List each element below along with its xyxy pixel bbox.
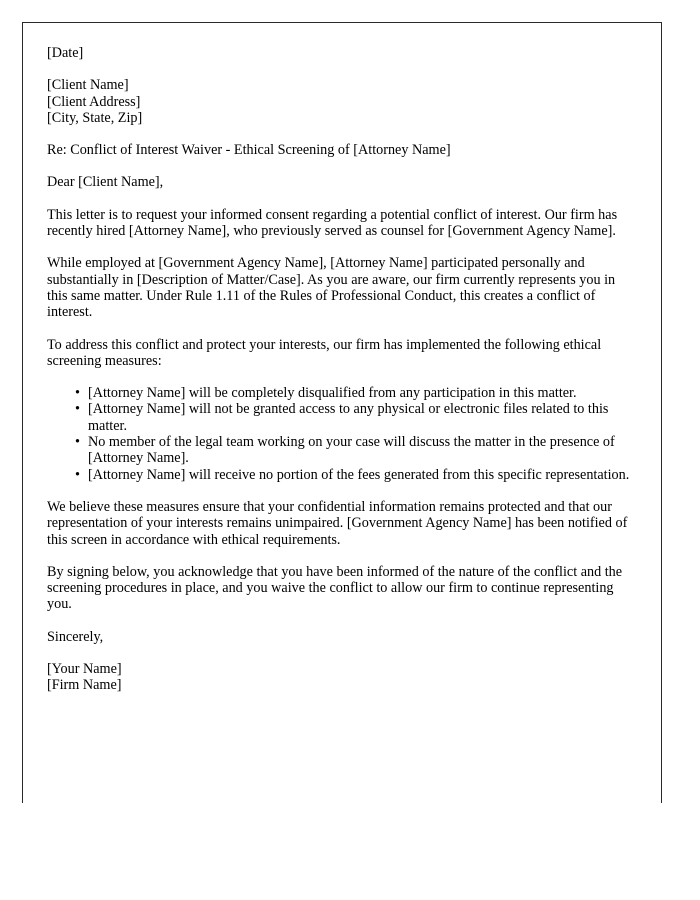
list-item-text: No member of the legal team working on your case will discuss the matter in the presence of [Attorney Name]. (88, 434, 615, 467)
list-item (47, 401, 636, 434)
closing-paragraph-1: We believe these measures ensure that your confidential information remains protected and that our representation of your interests remains unimpaired. [Government Agency Name] has been notified of this screen in accordance with ethical requirements. (47, 498, 628, 548)
bullet-icon: • (75, 434, 80, 451)
list-item-text: [Attorney Name] will be completely disqualified from any participation in this matter. (88, 385, 577, 402)
signer-name: [Your Name] (47, 661, 122, 678)
bullet-icon: • (75, 466, 80, 483)
letter-content (47, 45, 636, 694)
salutation: Dear [Client Name], (47, 174, 164, 191)
body-paragraph-1: This letter is to request your informed consent regarding a potential conflict of interest. Our firm has recently hired [Attorney Name], who previously served as counsel for [Government Agency Name]. (47, 206, 618, 240)
body-paragraph-3: To address this conflict and protect your interests, our firm has implemented the following ethical screening measures: (47, 336, 602, 369)
list-item (47, 434, 636, 467)
body-paragraph-2: While employed at [Government Agency Name], [Attorney Name] participated personally and substantially in [Description of Matter/Case]. As you are aware, our firm currently represents you in this same matter. Under Rule 1.11 of the Rules of Professional Conduct, this creates a conflict of interest. (47, 255, 616, 321)
bullet-icon: • (75, 401, 80, 418)
list-item (47, 385, 636, 401)
list-item-text: [Attorney Name] will receive no portion of the fees generated from this specific representation. (88, 466, 630, 483)
subject-line: Re: Conflict of Interest Waiver - Ethical Screening of [Attorney Name] (47, 142, 451, 159)
firm-name: [Firm Name] (47, 677, 122, 694)
signature-block (47, 661, 636, 694)
bullet-icon: • (75, 385, 80, 402)
screening-measures-list (47, 385, 636, 483)
closing-paragraph-2: By signing below, you acknowledge that you have been informed of the nature of the conflict and the screening procedures in place, and you waive the conflict to allow our firm to continue representing you. (47, 563, 623, 613)
recipient-address: [Client Address] (47, 93, 141, 110)
recipient-city-state-zip: [City, State, Zip] (47, 109, 143, 126)
date-line: [Date] (47, 45, 84, 61)
recipient-name: [Client Name] (47, 77, 129, 94)
recipient-address-block (47, 77, 636, 126)
list-item (47, 467, 636, 483)
letter-page (22, 22, 662, 803)
list-item-text: [Attorney Name] will not be granted access to any physical or electronic files related to this matter. (88, 401, 609, 434)
sign-off: Sincerely, (47, 628, 104, 645)
